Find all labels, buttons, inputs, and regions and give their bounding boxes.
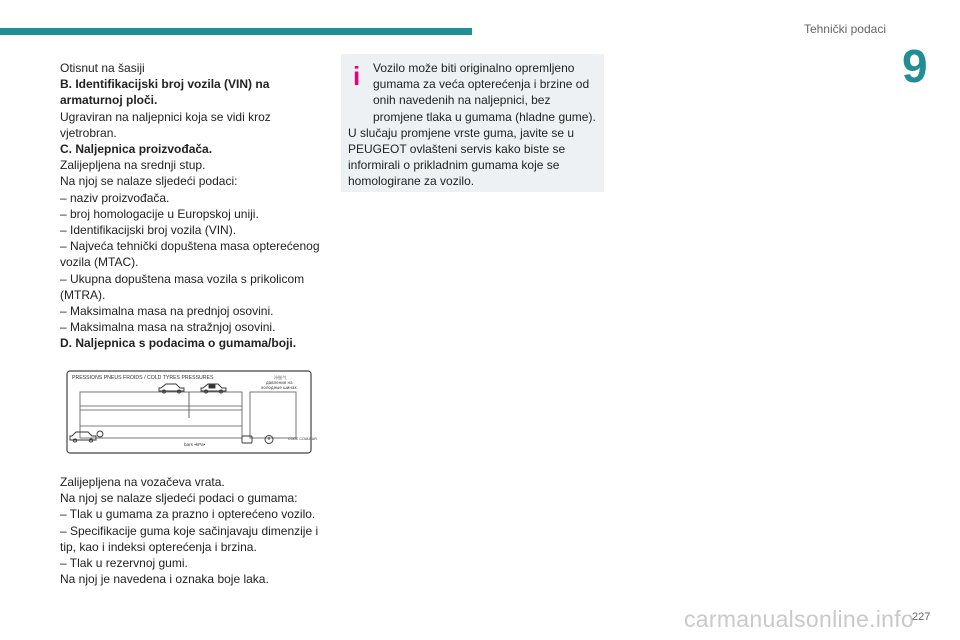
section-title: Tehnički podaci <box>803 22 886 36</box>
tyre-label-title: PRESSIONS PNEUS FROIDS / COLD TYRES PRESSURES <box>72 375 214 381</box>
list-item: – Najveća tehnički dopuštena masa opterećenog vozila (MTAC). <box>60 239 320 270</box>
list-item: – naziv proizvođača. <box>60 190 170 205</box>
list-item: – broj homologacije u Europskoj uniji. <box>60 206 259 221</box>
list-item: – Tlak u rezervnoj gumi. <box>60 556 188 571</box>
info-icon: i <box>353 61 361 91</box>
tyre-label-illustration <box>66 370 317 454</box>
left-column-text-2 <box>60 474 330 587</box>
line-1: Otisnut na šasiji <box>60 61 145 75</box>
list-item: – Tlak u gumama za prazno i opterećeno vozilo. <box>60 507 316 522</box>
header-accent-bar <box>0 28 472 35</box>
watermark: carmanualsonline.info <box>684 606 915 632</box>
left-column-text <box>60 60 330 352</box>
code-colour-text: CODE COULEUR <box>288 437 317 441</box>
heading-b: B. Identifikacijski broj vozila (VIN) na armaturnoj ploči. <box>60 77 270 108</box>
line-5: Zalijepljena na srednji stup. <box>60 158 206 173</box>
info-box <box>341 54 604 192</box>
heading-c: C. Naljepnica proizvođača. <box>60 142 213 157</box>
list-item: – Ukupna dopuštena masa vozila s prikolicom (MTRA). <box>60 271 305 302</box>
line-2: Na njoj se nalaze sljedeći podaci o gumama: <box>60 491 298 506</box>
line-6: Na njoj se nalaze sljedeći podaci: <box>60 174 238 189</box>
page-number: 227 <box>912 611 931 623</box>
tyre-label-side-text-3: холодные шинах <box>261 385 297 390</box>
list-item: – Maksimalna masa na stražnjoj osovini. <box>60 320 276 335</box>
line-3: Ugraviran na naljepnici koja se vidi kroz vjetrobran. <box>60 109 271 140</box>
info-paragraph-1: Vozilo može biti originalno opremljeno gumama za veća opterećenja i brzine od onih navedenih na naljepnici, bez promjene tlaka u gumama (hladne gume). <box>373 61 596 124</box>
heading-d: D. Naljepnica s podacima o gumama/boji. <box>60 336 297 351</box>
info-text <box>348 60 598 190</box>
tyre-label-side-text-2: давление на <box>266 380 293 385</box>
list-item: – Identifikacijski broj vozila (VIN). <box>60 223 237 238</box>
tyre-label-side-text-1: 冷胎气 <box>274 375 287 380</box>
pressure-units: bars •kPa• <box>184 442 206 447</box>
line-1: Zalijepljena na vozačeva vrata. <box>60 475 225 489</box>
list-item: – Specifikacije guma koje sačinjavaju dimenzije i tip, kao i indeksi opterećenja i brzina. <box>60 523 319 554</box>
line-6: Na njoj je navedena i oznaka boje laka. <box>60 572 269 587</box>
list-item: – Maksimalna masa na prednjoj osovini. <box>60 304 274 319</box>
info-paragraph-2: U slučaju promjene vrste guma, javite se u PEUGEOT ovlašteni servis kako biste se informirali o prikladnim gumama koje se homologirane za vozilo. <box>348 125 575 189</box>
chapter-number: 9 <box>902 40 928 92</box>
